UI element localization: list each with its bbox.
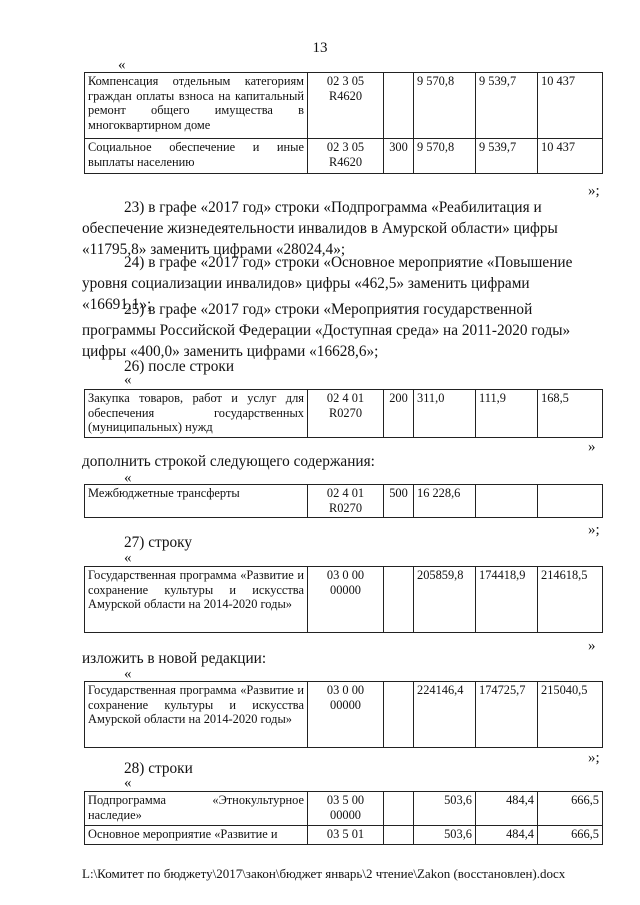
row-value-2018: 9 539,7 bbox=[476, 73, 538, 139]
row-value-2017: 503,6 bbox=[414, 792, 476, 826]
row-value-2018: 174725,7 bbox=[476, 682, 538, 748]
table-compensation bbox=[84, 72, 603, 174]
table-transfers bbox=[84, 484, 603, 518]
row-code: 03 5 01 bbox=[308, 826, 384, 845]
row-code: 03 0 00 00000 bbox=[308, 682, 384, 748]
row-value-2019: 666,5 bbox=[538, 826, 603, 845]
table-row bbox=[85, 792, 603, 826]
row-value-2019: 168,5 bbox=[538, 390, 603, 438]
paragraph-27: 27) строку bbox=[124, 534, 193, 551]
row-vr bbox=[384, 826, 414, 845]
row-value-2017: 16 228,6 bbox=[414, 485, 476, 518]
table-row bbox=[85, 485, 603, 518]
paragraph-24: 24) в графе «2017 год» строки «Основное мероприятие «Повышение уровня социализации инвалидов» цифры «462,5» заменить цифрами «16691,1»; bbox=[82, 254, 573, 313]
row-code: 03 0 00 00000 bbox=[308, 567, 384, 633]
close-quote: »; bbox=[588, 750, 600, 766]
row-value-2018: 174418,9 bbox=[476, 567, 538, 633]
row-value-2017: 311,0 bbox=[414, 390, 476, 438]
open-quote: « bbox=[124, 550, 132, 566]
table-row bbox=[85, 682, 603, 748]
row-name: Государственная программа «Развитие и сохранение культуры и искусства Амурской области на 2014-2020 годы» bbox=[85, 567, 308, 633]
row-name: Социальное обеспечение и иные выплаты населению bbox=[85, 139, 308, 174]
row-code: 02 4 01 R0270 bbox=[308, 390, 384, 438]
row-code: 02 4 01 R0270 bbox=[308, 485, 384, 518]
table-culture-new bbox=[84, 681, 603, 748]
row-name: Межбюджетные трансферты bbox=[85, 485, 308, 518]
row-value-2019 bbox=[538, 485, 603, 518]
row-name: Подпрограмма «Этнокультурное наследие» bbox=[85, 792, 308, 826]
open-quote: « bbox=[124, 470, 132, 486]
table-row bbox=[85, 390, 603, 438]
row-code: 02 3 05 R4620 bbox=[308, 139, 384, 174]
row-value-2018: 111,9 bbox=[476, 390, 538, 438]
row-value-2019: 10 437 bbox=[538, 73, 603, 139]
open-quote: « bbox=[124, 666, 132, 682]
row-value-2017: 224146,4 bbox=[414, 682, 476, 748]
row-value-2019: 10 437 bbox=[538, 139, 603, 174]
open-quote: « bbox=[124, 775, 132, 791]
open-quote: « bbox=[118, 57, 126, 73]
row-value-2019: 666,5 bbox=[538, 792, 603, 826]
row-vr: 500 bbox=[384, 485, 414, 518]
row-code: 02 3 05 R4620 bbox=[308, 73, 384, 139]
close-quote: »; bbox=[588, 522, 600, 538]
supplement-text: дополнить строкой следующего содержания: bbox=[82, 453, 375, 470]
row-vr bbox=[384, 682, 414, 748]
paragraph-25: 25) в графе «2017 год» строки «Мероприятия государственной программы Российской Федерации «Доступная среда» на 2011-2020 годы» цифры «400,0» заменить цифрами «16628,6»; bbox=[82, 301, 571, 360]
row-value-2017: 9 570,8 bbox=[414, 139, 476, 174]
row-value-2019: 215040,5 bbox=[538, 682, 603, 748]
table-row bbox=[85, 139, 603, 174]
table-row bbox=[85, 826, 603, 845]
row-vr bbox=[384, 567, 414, 633]
footer-file-path: L:\Комитет по бюджету\2017\закон\бюджет январь\2 чтение\Zakon (восстановлен).docx bbox=[82, 866, 566, 881]
close-quote: » bbox=[588, 439, 596, 455]
row-value-2019: 214618,5 bbox=[538, 567, 603, 633]
row-value-2017: 9 570,8 bbox=[414, 73, 476, 139]
row-value-2018: 484,4 bbox=[476, 826, 538, 845]
row-name: Компенсация отдельным категориям граждан оплаты взноса на капитальный ремонт общего имущества в многоквартирном доме bbox=[85, 73, 308, 139]
row-value-2018: 484,4 bbox=[476, 792, 538, 826]
row-vr bbox=[384, 792, 414, 826]
close-quote: » bbox=[588, 638, 596, 654]
row-value-2017: 205859,8 bbox=[414, 567, 476, 633]
paragraph-26: 26) после строки bbox=[124, 358, 235, 375]
page-number: 13 bbox=[312, 40, 328, 56]
row-value-2017: 503,6 bbox=[414, 826, 476, 845]
row-vr: 200 bbox=[384, 390, 414, 438]
table-row bbox=[85, 73, 603, 139]
table-culture-old bbox=[84, 566, 603, 633]
row-name: Государственная программа «Развитие и сохранение культуры и искусства Амурской области на 2014-2020 годы» bbox=[85, 682, 308, 748]
row-value-2018: 9 539,7 bbox=[476, 139, 538, 174]
close-quote: »; bbox=[588, 183, 600, 199]
row-vr: 300 bbox=[384, 139, 414, 174]
new-edition-text: изложить в новой редакции: bbox=[82, 650, 267, 667]
table-procurement bbox=[84, 389, 603, 438]
table-ethnoculture bbox=[84, 791, 603, 845]
row-vr bbox=[384, 73, 414, 139]
row-value-2018 bbox=[476, 485, 538, 518]
paragraph-28: 28) строки bbox=[124, 760, 193, 777]
table-row bbox=[85, 567, 603, 633]
row-name: Основное мероприятие «Развитие и bbox=[85, 826, 308, 845]
row-code: 03 5 00 00000 bbox=[308, 792, 384, 826]
paragraph-23: 23) в графе «2017 год» строки «Подпрограмма «Реабилитация и обеспечение жизнедеятельности инвалидов в Амурской области» цифры «11795,8» заменить цифрами «28024,4»; bbox=[82, 199, 558, 258]
row-name: Закупка товаров, работ и услуг для обеспечения государственных (муниципальных) нужд bbox=[85, 390, 308, 438]
open-quote: « bbox=[124, 372, 132, 388]
